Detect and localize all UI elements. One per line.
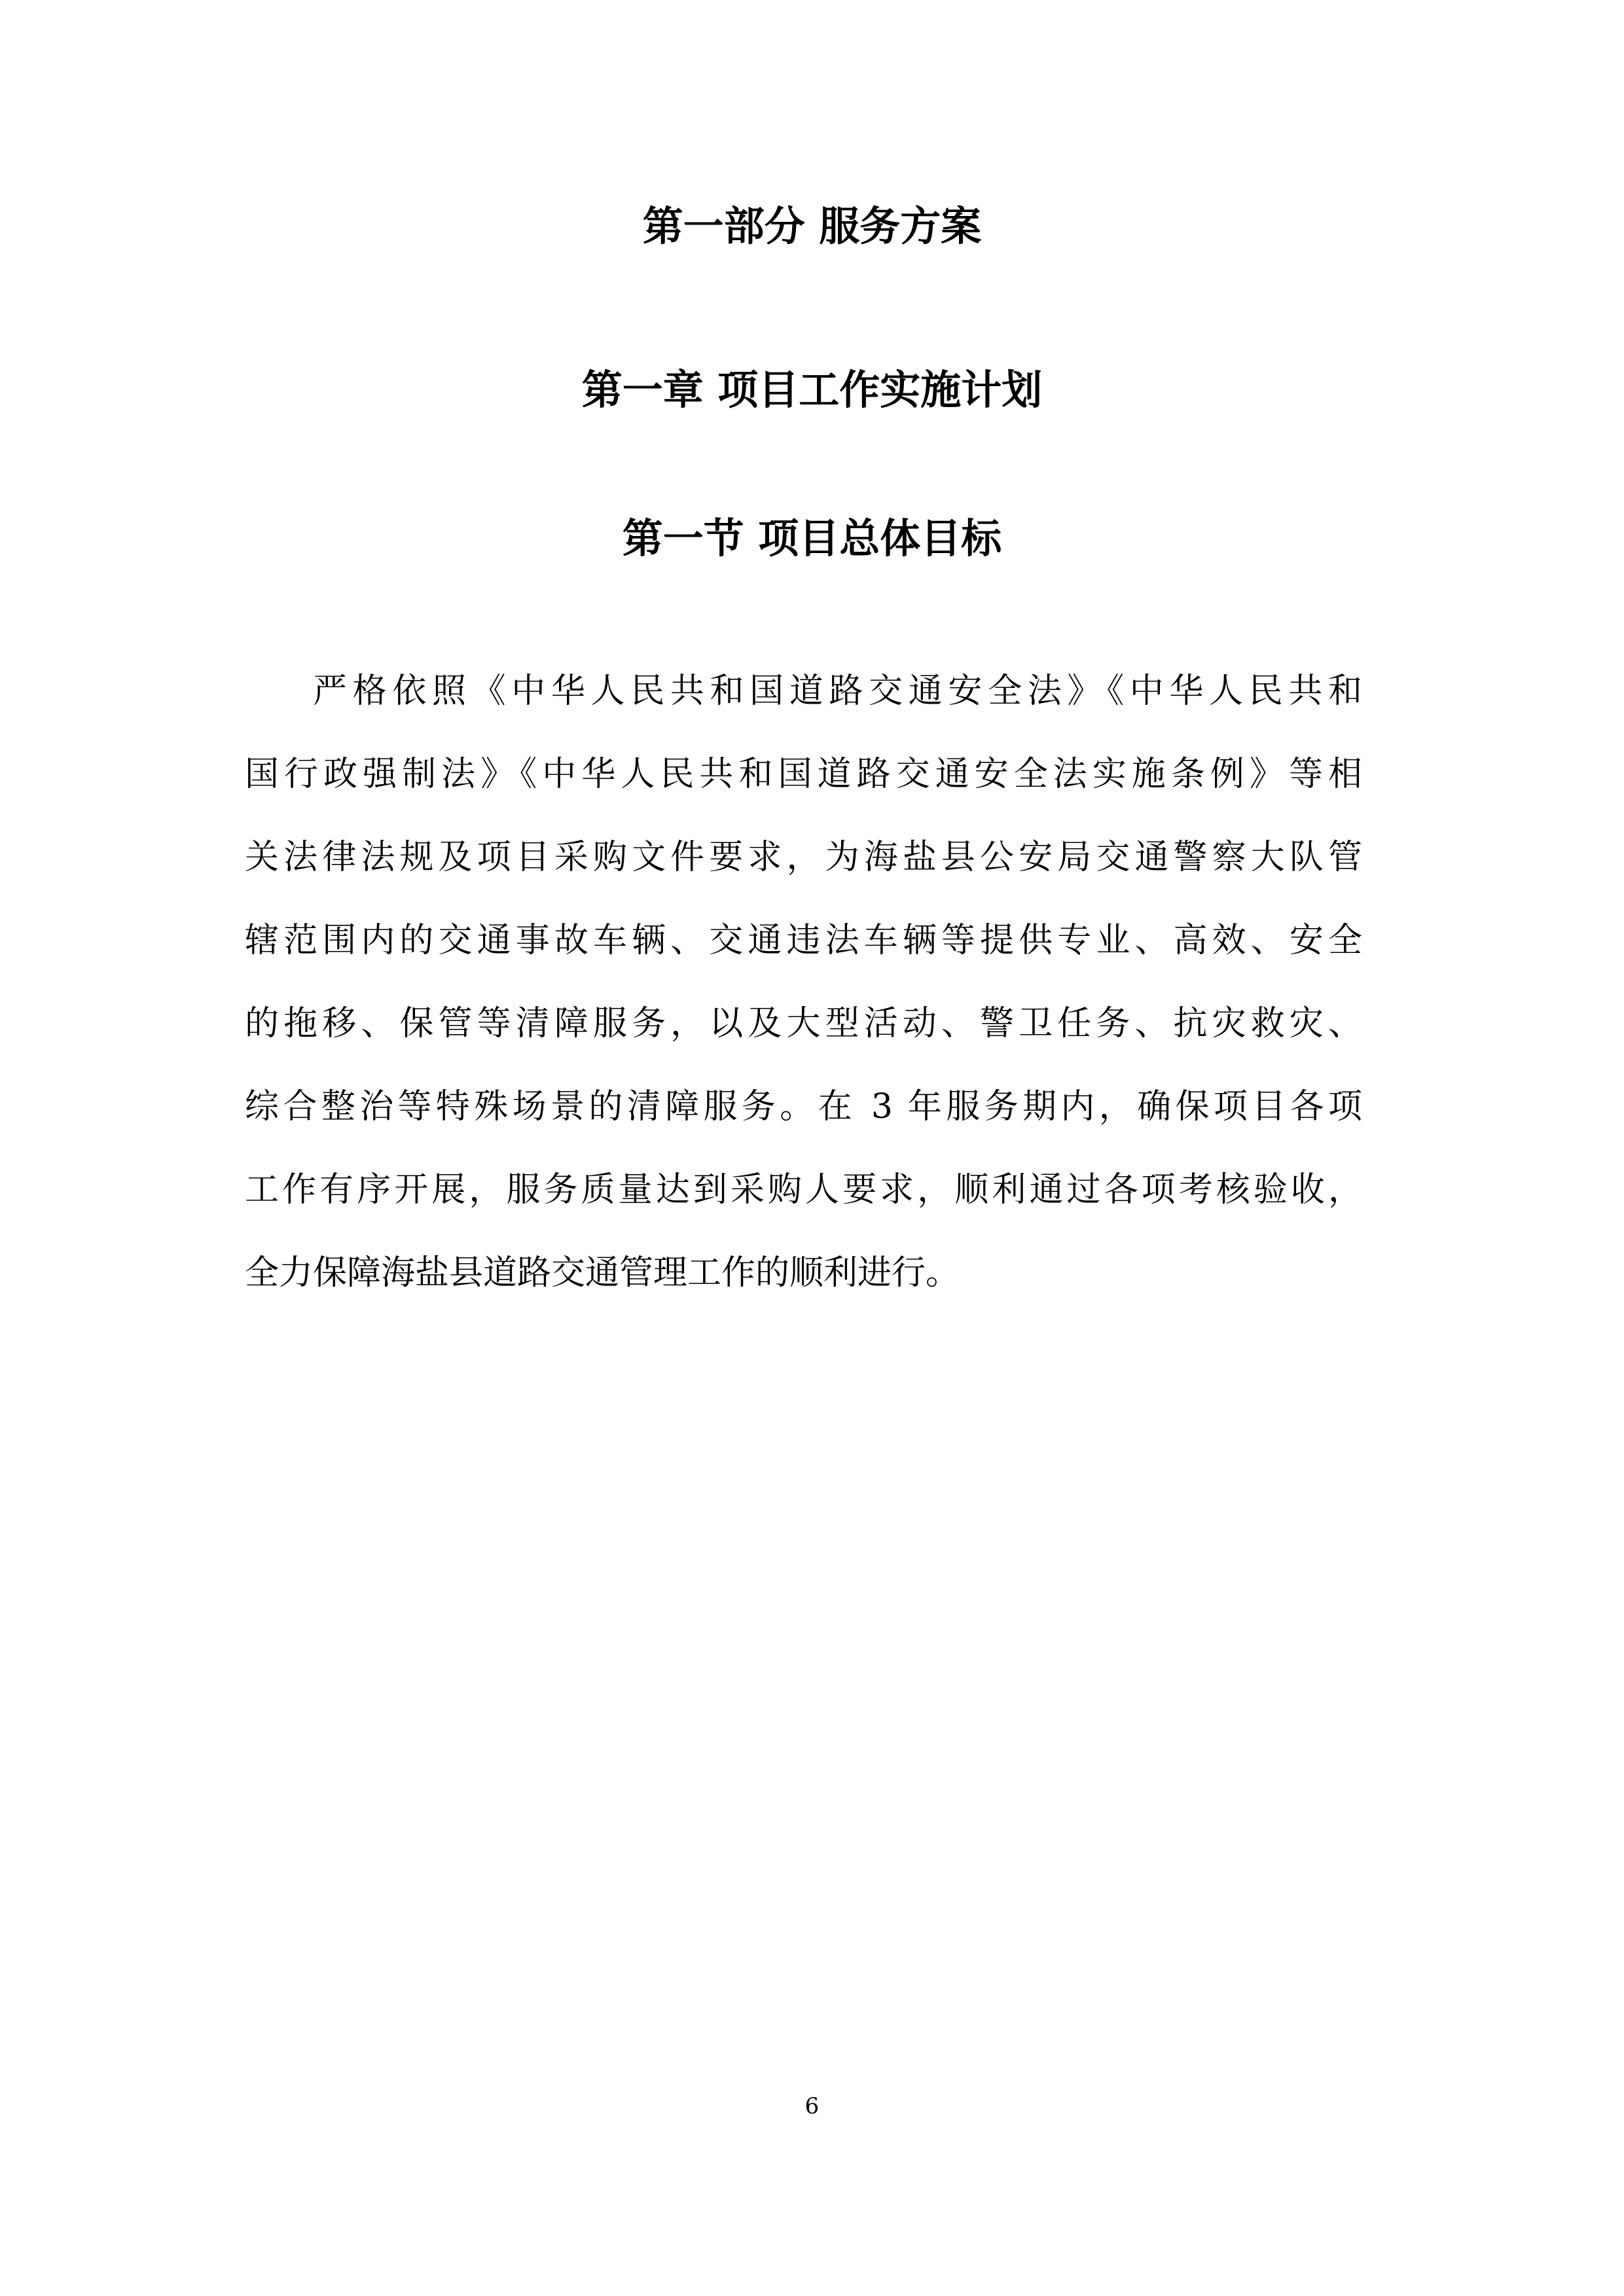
paragraph-line: 严格依照《中华人民共和国道路交通安全法》《中华人民共和 — [313, 672, 1362, 711]
paragraph-line: 全力保障海盐县道路交通管理工作的顺利进行。 — [245, 1253, 960, 1293]
page-number: 6 — [804, 2093, 820, 2119]
paragraph-line: 工作有序开展，服务质量达到采购人要求，顺利通过各项考核验收， — [245, 1170, 1362, 1210]
paragraph-line: 综合整治等特殊场景的清障服务。在 3 年服务期内，确保项目各项 — [245, 1087, 1362, 1126]
section-title: 第一节 项目总体目标 — [622, 514, 1002, 562]
paragraph-line: 关法律法规及项目采购文件要求，为海盐县公安局交通警察大队管 — [245, 838, 1362, 877]
chapter-title: 第一章 项目工作实施计划 — [581, 366, 1043, 414]
paragraph-line: 国行政强制法》《中华人民共和国道路交通安全法实施条例》等相 — [245, 755, 1362, 794]
body-paragraph — [245, 650, 1362, 1315]
paragraph-line: 辖范围内的交通事故车辆、交通违法车辆等提供专业、高效、安全 — [245, 921, 1362, 960]
part-title: 第一部分 服务方案 — [642, 202, 982, 250]
paragraph-line: 的拖移、保管等清障服务，以及大型活动、警卫任务、抗灾救灾、 — [245, 1004, 1362, 1043]
